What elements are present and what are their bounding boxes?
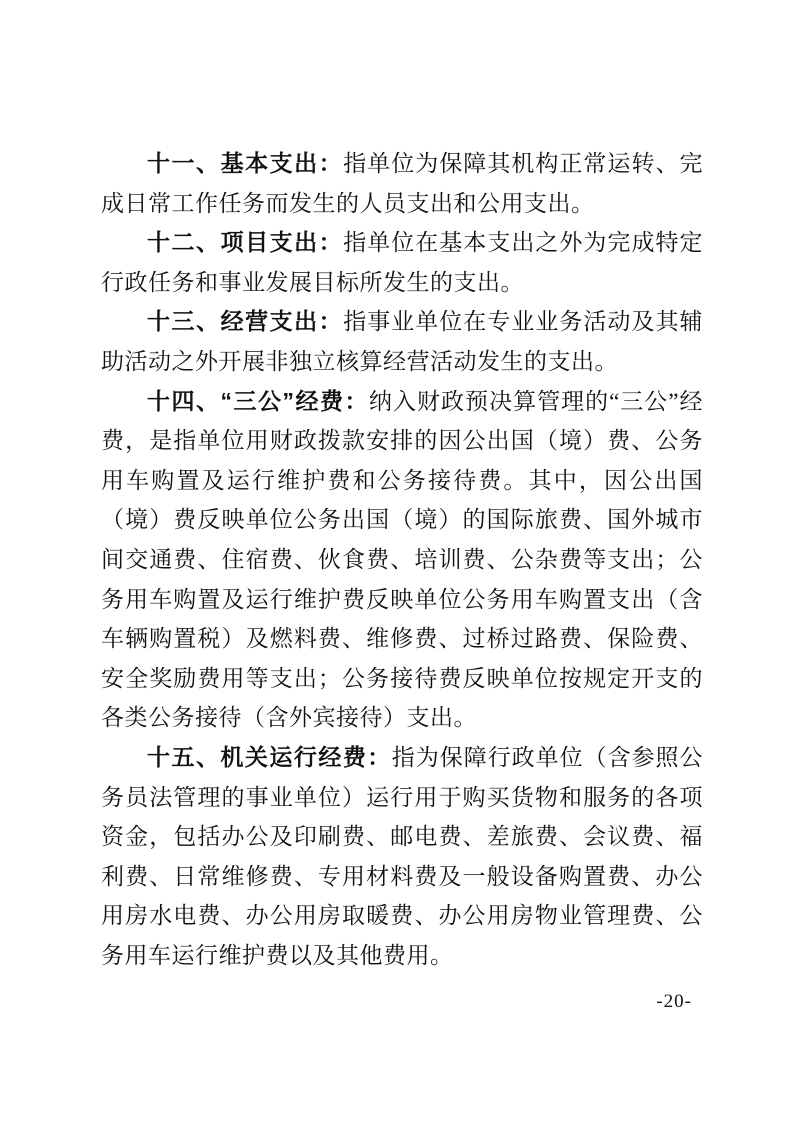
paragraph-heading: 十一、基本支出： xyxy=(147,150,344,176)
document-body xyxy=(101,144,703,975)
paragraph-body: 纳入财政预决算管理的“三公”经费，是指单位用财政拨款安排的因公出国（境）费、公务用车购置及运行维护费和公务接待费。其中，因公出国（境）费反映单位公务出国（境）的国际旅费、国外城市间交通费、住宿费、伙食费、培训费、公杂费等支出；公务用车购置及运行维护费反映单位公务用车购置支出（含车辆购置税）及燃料费、维修费、过桥过路费、保险费、安全奖励费用等支出；公务接待费反映单位按规定开支的各类公务接待（含外宾接待）支出。 xyxy=(101,388,704,731)
paragraph-body: 指单位为保障其机构正常运转、完成日常工作任务而发生的人员支出和公用支出。 xyxy=(101,151,704,216)
paragraph xyxy=(101,382,703,738)
paragraph-body: 指事业单位在专业业务活动及其辅助活动之外开展非独立核算经营活动发生的支出。 xyxy=(101,309,704,374)
paragraph-body: 指单位在基本支出之外为完成特定行政任务和事业发展目标所发生的支出。 xyxy=(101,230,704,295)
paragraph xyxy=(101,738,703,976)
paragraph xyxy=(101,223,703,302)
paragraph-body: 指为保障行政单位（含参照公务员法管理的事业单位）运行用于购买货物和服务的各项资金，包括办公及印刷费、邮电费、差旅费、会议费、福利费、日常维修费、专用材料费及一般设备购置费、办公用房水电费、办公用房取暖费、办公用房物业管理费、公务用车运行维护费以及其他费用。 xyxy=(101,744,704,968)
paragraph-heading: 十五、机关运行经费： xyxy=(147,743,392,770)
paragraph-heading: 十三、经营支出： xyxy=(147,308,344,335)
paragraph-heading: 十四、“三公”经费： xyxy=(147,387,370,414)
page-number: -20- xyxy=(656,991,692,1012)
paragraph xyxy=(101,144,703,223)
paragraph xyxy=(101,302,703,381)
paragraph-heading: 十二、项目支出： xyxy=(147,229,344,256)
